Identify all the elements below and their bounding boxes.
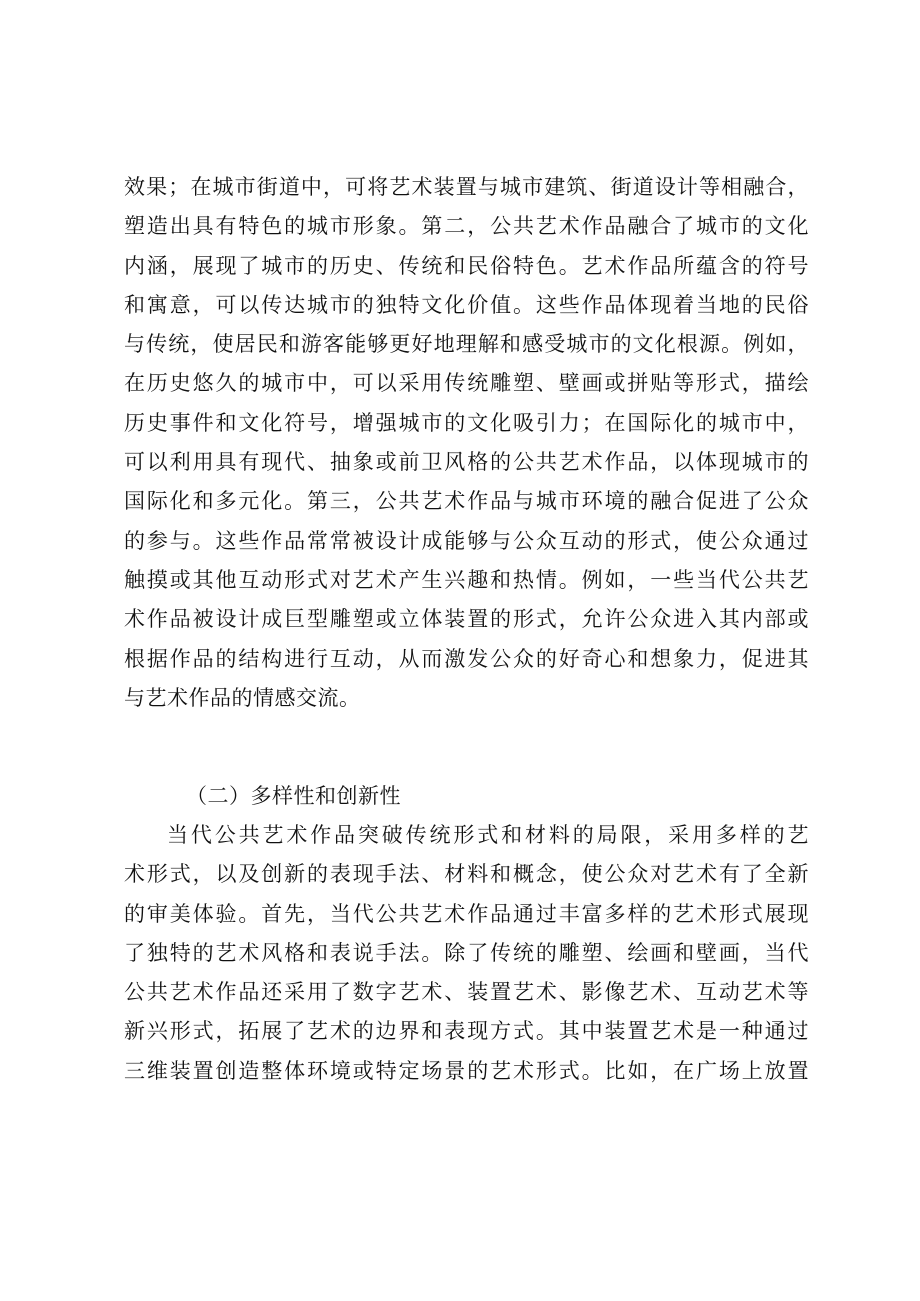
text-line: 当代公共艺术作品突破传统形式和材料的局限，采用多样的艺	[167, 823, 809, 847]
text-line: 术形式，以及创新的表现手法、材料和概念，使公众对艺术有了全新	[124, 862, 809, 887]
text-line: 与传统，使居民和游客能够更好地理解和感受城市的文化根源。例如，	[124, 332, 809, 357]
text-line: 可以利用具有现代、抽象或前卫风格的公共艺术作品，以体现城市的	[124, 450, 809, 475]
text-line: 和寓意，可以传达城市的独特文化价值。这些作品体现着当地的民俗	[124, 292, 809, 317]
body-paragraph-1	[124, 168, 809, 718]
text-line: 根据作品的结构进行互动，从而激发公众的好奇心和想象力，促进其	[124, 646, 809, 671]
text-line: 与艺术作品的情感交流。	[124, 685, 361, 710]
text-line: 国际化和多元化。第三，公共艺术作品与城市环境的融合促进了公众	[124, 489, 809, 514]
text-line: 在历史悠久的城市中，可以采用传统雕塑、壁画或拼贴等形式，描绘	[124, 371, 809, 396]
text-line: 三维装置创造整体环境或特定场景的艺术形式。比如，在广场上放置	[124, 1058, 809, 1083]
text-line: 新兴形式，拓展了艺术的边界和表现方式。其中装置艺术是一种通过	[124, 1019, 809, 1044]
text-line: 效果；在城市街道中，可将艺术装置与城市建筑、街道设计等相融合，	[124, 175, 809, 199]
text-line: 公共艺术作品还采用了数字艺术、装置艺术、影像艺术、互动艺术等	[124, 980, 809, 1005]
text-line: 术作品被设计成巨型雕塑或立体装置的形式，允许公众进入其内部或	[124, 607, 809, 632]
text-line: 塑造出具有特色的城市形象。第二，公共艺术作品融合了城市的文化	[124, 214, 809, 239]
text-line: 的审美体验。首先，当代公共艺术作品通过丰富多样的艺术形式展现	[124, 901, 809, 926]
text-line: 了独特的艺术风格和表说手法。除了传统的雕塑、绘画和壁画，当代	[124, 940, 809, 965]
text-line: 触摸或其他互动形式对艺术产生兴趣和热情。例如，一些当代公共艺	[124, 567, 809, 592]
section-heading: （二）多样性和创新性	[186, 784, 401, 808]
text-line: 的参与。这些作品常常被设计成能够与公众互动的形式，使公众通过	[124, 528, 809, 553]
text-line: 历史事件和文化符号，增强城市的文化吸引力；在国际化的城市中，	[124, 410, 809, 435]
text-line: 内涵，展现了城市的历史、传统和民俗特色。艺术作品所蕴含的符号	[124, 253, 809, 278]
body-paragraph-2	[124, 816, 809, 1091]
